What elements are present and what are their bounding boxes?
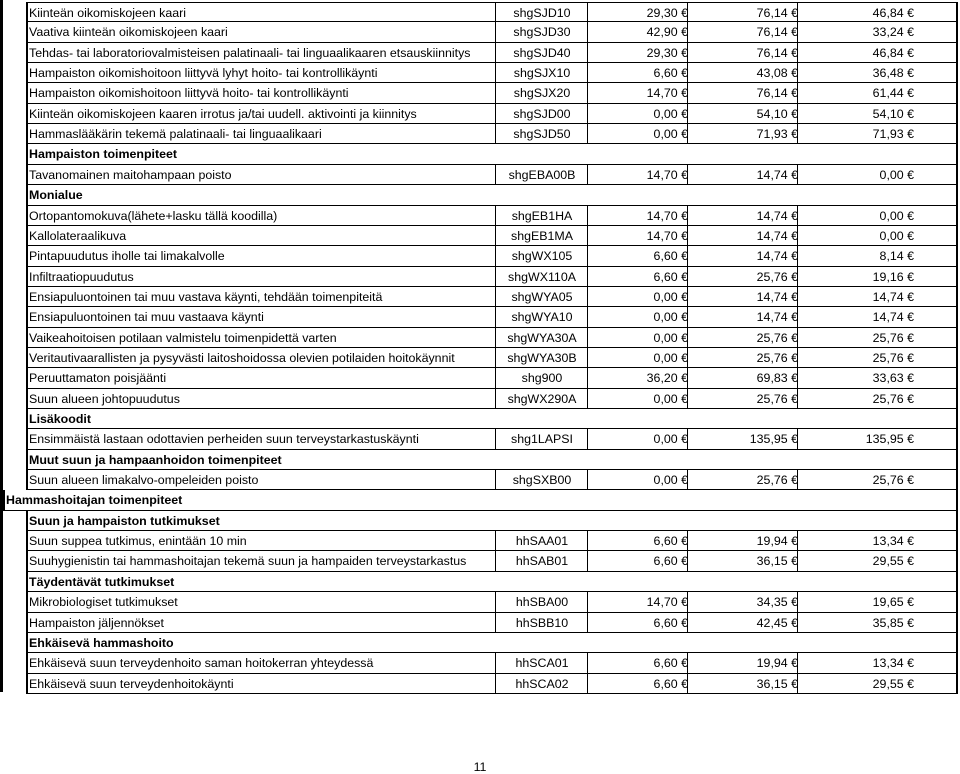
amount-1: 6,60 € (653, 615, 688, 630)
table-row (26, 124, 958, 144)
amount-1: 0,00 € (653, 330, 688, 345)
amount-1: 0,00 € (653, 127, 688, 142)
amount-3: 14,74 € (872, 310, 914, 325)
procedure-name: Hampaiston oikomishoitoon liittyvä hoito- tai kontrollikäynti (29, 86, 349, 101)
amount-1: 0,00 € (653, 350, 688, 365)
amount-2: 135,95 € (749, 432, 798, 447)
procedure-code: shgWYA10 (511, 310, 573, 325)
amount-1: 29,30 € (646, 45, 688, 60)
section-header-row (26, 633, 958, 653)
page-number: 11 (473, 760, 487, 774)
section-title: Monialue (29, 188, 83, 203)
amount-2: 19,94 € (756, 656, 798, 671)
table-row (26, 206, 958, 226)
amount-3: 36,48 € (872, 66, 914, 81)
procedure-name: Kiinteän oikomiskojeen kaaren irrotus ja/tai uudell. aktivointi ja kiinnitys (29, 106, 417, 121)
section-title: Ehkäisevä hammashoito (29, 635, 174, 650)
procedure-name: Hampaiston oikomishoitoon liittyvä lyhyt hoito- tai kontrollikäynti (29, 66, 378, 81)
procedure-name: Mikrobiologiset tutkimukset (29, 595, 178, 610)
procedure-code: shgEB1HA (511, 208, 573, 223)
procedure-code: hhSCA02 (515, 676, 569, 691)
amount-1: 6,60 € (653, 66, 688, 81)
table-row (26, 470, 958, 490)
amount-3: 19,65 € (872, 595, 914, 610)
amount-3: 25,76 € (872, 391, 914, 406)
table-row (26, 104, 958, 124)
procedure-name: Veritautivaarallisten ja pysyvästi laitoshoidossa olevien potilaiden hoitokäynnit (29, 350, 455, 365)
table-row (26, 348, 958, 368)
procedure-name: Tavanomainen maitohampaan poisto (29, 167, 232, 182)
amount-1: 14,70 € (646, 208, 688, 223)
table-row (26, 429, 958, 449)
procedure-code: shgWYA30B (507, 350, 577, 365)
amount-3: 8,14 € (879, 249, 914, 264)
table-row (26, 531, 958, 551)
procedure-code: hhSAA01 (515, 534, 569, 549)
procedure-code: shgEB1MA (511, 228, 573, 243)
procedure-code: hhSAB01 (515, 554, 569, 569)
procedure-name: Peruuttamaton poisjäänti (29, 371, 167, 386)
procedure-code: shgEBA00B (508, 167, 576, 182)
table-row (26, 226, 958, 246)
procedure-name: Vaativa kiinteän oikomiskojeen kaari (29, 25, 228, 40)
procedure-name: Suun alueen johtopuudutus (29, 391, 180, 406)
amount-2: 36,15 € (756, 676, 798, 691)
section-header-row (3, 490, 958, 510)
amount-2: 42,45 € (756, 615, 798, 630)
amount-3: 13,34 € (872, 534, 914, 549)
amount-1: 36,20 € (646, 371, 688, 386)
procedure-code: shgSJD50 (513, 127, 571, 142)
amount-2: 34,35 € (756, 595, 798, 610)
section-title: Lisäkoodit (29, 412, 91, 426)
amount-1: 6,60 € (653, 554, 688, 569)
procedure-code: hhSCA01 (515, 656, 569, 671)
table-row (26, 2, 958, 22)
amount-1: 0,00 € (653, 106, 688, 121)
amount-3: 0,00 € (879, 167, 914, 182)
section-header-row (26, 185, 958, 205)
table-row (26, 307, 958, 327)
amount-1: 29,30 € (646, 6, 688, 20)
amount-1: 14,70 € (646, 167, 688, 182)
amount-2: 36,15 € (756, 554, 798, 569)
procedure-code: shgSJD00 (513, 106, 571, 121)
amount-3: 33,24 € (872, 25, 914, 40)
procedure-name: Ehkäisevä suun terveydenhoitokäynti (29, 676, 234, 691)
procedure-name: Ensiapuluontoinen tai muu vastaava käynti (29, 310, 264, 325)
amount-1: 0,00 € (653, 473, 688, 488)
section-header-row (26, 409, 958, 429)
amount-3: 25,76 € (872, 473, 914, 488)
procedure-code: shgWYA05 (511, 289, 573, 304)
procedure-code: shgSJD30 (513, 25, 571, 40)
table-row (26, 328, 958, 348)
amount-2: 76,14 € (756, 86, 798, 101)
amount-3: 19,16 € (872, 269, 914, 284)
table-row (26, 368, 958, 388)
amount-2: 76,14 € (756, 25, 798, 40)
table-row (26, 551, 958, 571)
amount-3: 71,93 € (872, 127, 914, 142)
amount-1: 6,60 € (653, 534, 688, 549)
table-row (26, 63, 958, 83)
section-title: Suun ja hampaiston tutkimukset (29, 513, 220, 528)
amount-2: 19,94 € (756, 534, 798, 549)
procedure-name: Kiinteän oikomiskojeen kaari (29, 6, 187, 20)
procedure-code: hhSBA00 (515, 595, 569, 610)
amount-2: 14,74 € (756, 208, 798, 223)
section-header-row (26, 511, 958, 531)
amount-3: 33,63 € (872, 371, 914, 386)
amount-2: 25,76 € (756, 391, 798, 406)
procedure-code: shgWX105 (511, 249, 573, 264)
amount-2: 76,14 € (756, 6, 798, 20)
amount-2: 69,83 € (756, 371, 798, 386)
table-row (26, 674, 958, 694)
amount-3: 135,95 € (865, 432, 914, 447)
procedure-code: hhSBB10 (515, 615, 569, 630)
table-row (26, 389, 958, 409)
amount-1: 0,00 € (653, 289, 688, 304)
amount-3: 46,84 € (872, 6, 914, 20)
section-title: Täydentävät tutkimukset (29, 574, 175, 589)
procedure-name: Ehkäisevä suun terveydenhoito saman hoitokerran yhteydessä (29, 656, 374, 671)
table-row (26, 267, 958, 287)
procedure-name: Ensimmäistä lastaan odottavien perheiden suun terveystarkastuskäynti (29, 432, 419, 447)
procedure-name: Pintapuudutus iholle tai limakalvolle (29, 249, 225, 264)
table-row (26, 287, 958, 307)
table-row (26, 653, 958, 673)
amount-3: 14,74 € (872, 289, 914, 304)
amount-2: 71,93 € (756, 127, 798, 142)
procedure-name: Ortopantomokuva(lähete+lasku tällä koodilla) (29, 208, 278, 223)
procedure-code: shgSJX20 (513, 86, 571, 101)
amount-1: 6,60 € (653, 676, 688, 691)
amount-2: 25,76 € (756, 269, 798, 284)
amount-2: 14,74 € (756, 310, 798, 325)
procedure-name: Hammaslääkärin tekemä palatinaali- tai linguaalikaari (29, 127, 322, 142)
procedure-name: Infiltraatiopuudutus (29, 269, 134, 284)
amount-2: 25,76 € (756, 330, 798, 345)
amount-3: 35,85 € (872, 615, 914, 630)
procedure-code: shgWYA30A (507, 330, 577, 345)
table-row (26, 165, 958, 185)
section-header-row (26, 144, 958, 164)
table-row (26, 592, 958, 612)
table-row (26, 83, 958, 103)
amount-2: 25,76 € (756, 473, 798, 488)
amount-1: 0,00 € (653, 310, 688, 325)
procedure-name: Kallolateraalikuva (29, 228, 127, 243)
table-row (26, 613, 958, 633)
section-header-row (26, 450, 958, 470)
amount-2: 14,74 € (756, 228, 798, 243)
table-row (26, 43, 958, 63)
amount-3: 0,00 € (879, 228, 914, 243)
amount-1: 14,70 € (646, 228, 688, 243)
procedure-name: Vaikeahoitoisen potilaan valmistelu toimenpidettä varten (29, 330, 337, 345)
left-border-line (0, 0, 3, 692)
amount-1: 6,60 € (653, 249, 688, 264)
amount-3: 25,76 € (872, 350, 914, 365)
amount-1: 6,60 € (653, 269, 688, 284)
section-title: Muut suun ja hampaanhoidon toimenpiteet (29, 452, 282, 467)
amount-3: 61,44 € (872, 86, 914, 101)
section-title: Hampaiston toimenpiteet (29, 147, 178, 162)
amount-2: 14,74 € (756, 289, 798, 304)
amount-2: 14,74 € (756, 249, 798, 264)
amount-1: 6,60 € (653, 656, 688, 671)
amount-1: 42,90 € (646, 25, 688, 40)
amount-2: 43,08 € (756, 66, 798, 81)
procedure-code: shg1LAPSI (511, 432, 573, 447)
procedure-code: shg900 (521, 371, 563, 386)
amount-3: 0,00 € (879, 208, 914, 223)
amount-2: 54,10 € (756, 106, 798, 121)
amount-3: 29,55 € (872, 554, 914, 569)
procedure-name: Suuhygienistin tai hammashoitajan tekemä suun ja hampaiden terveystarkastus (29, 554, 467, 569)
section-header-row (26, 572, 958, 592)
table-row (26, 246, 958, 266)
amount-2: 25,76 € (756, 350, 798, 365)
table-row (26, 22, 958, 42)
amount-3: 46,84 € (872, 45, 914, 60)
amount-1: 14,70 € (646, 595, 688, 610)
procedure-name: Suun suppea tutkimus, enintään 10 min (29, 534, 247, 549)
procedure-code: shgSJD10 (513, 6, 571, 20)
amount-2: 14,74 € (756, 167, 798, 182)
procedure-name: Ensiapuluontoinen tai muu vastava käynti, tehdään toimenpiteitä (29, 289, 383, 304)
amount-3: 29,55 € (872, 676, 914, 691)
amount-2: 76,14 € (756, 45, 798, 60)
procedure-code: shgWX290A (507, 391, 577, 406)
procedure-name: Hampaiston jäljennökset (29, 615, 164, 630)
amount-3: 25,76 € (872, 330, 914, 345)
amount-1: 14,70 € (646, 86, 688, 101)
procedure-code: shgSJX10 (513, 66, 571, 81)
procedure-name: Tehdas- tai laboratoriovalmisteisen palatinaali- tai linguaalikaaren etsauskiinnitys (29, 45, 471, 60)
section-title: Hammashoitajan toimenpiteet (6, 493, 183, 508)
amount-3: 54,10 € (872, 106, 914, 121)
procedure-code: shgSXB00 (512, 473, 572, 488)
procedure-name: Suun alueen limakalvo-ompeleiden poisto (29, 473, 259, 488)
amount-1: 0,00 € (653, 432, 688, 447)
amount-3: 13,34 € (872, 656, 914, 671)
procedure-code: shgWX110A (508, 269, 576, 284)
procedure-code: shgSJD40 (513, 45, 571, 60)
amount-1: 0,00 € (653, 391, 688, 406)
